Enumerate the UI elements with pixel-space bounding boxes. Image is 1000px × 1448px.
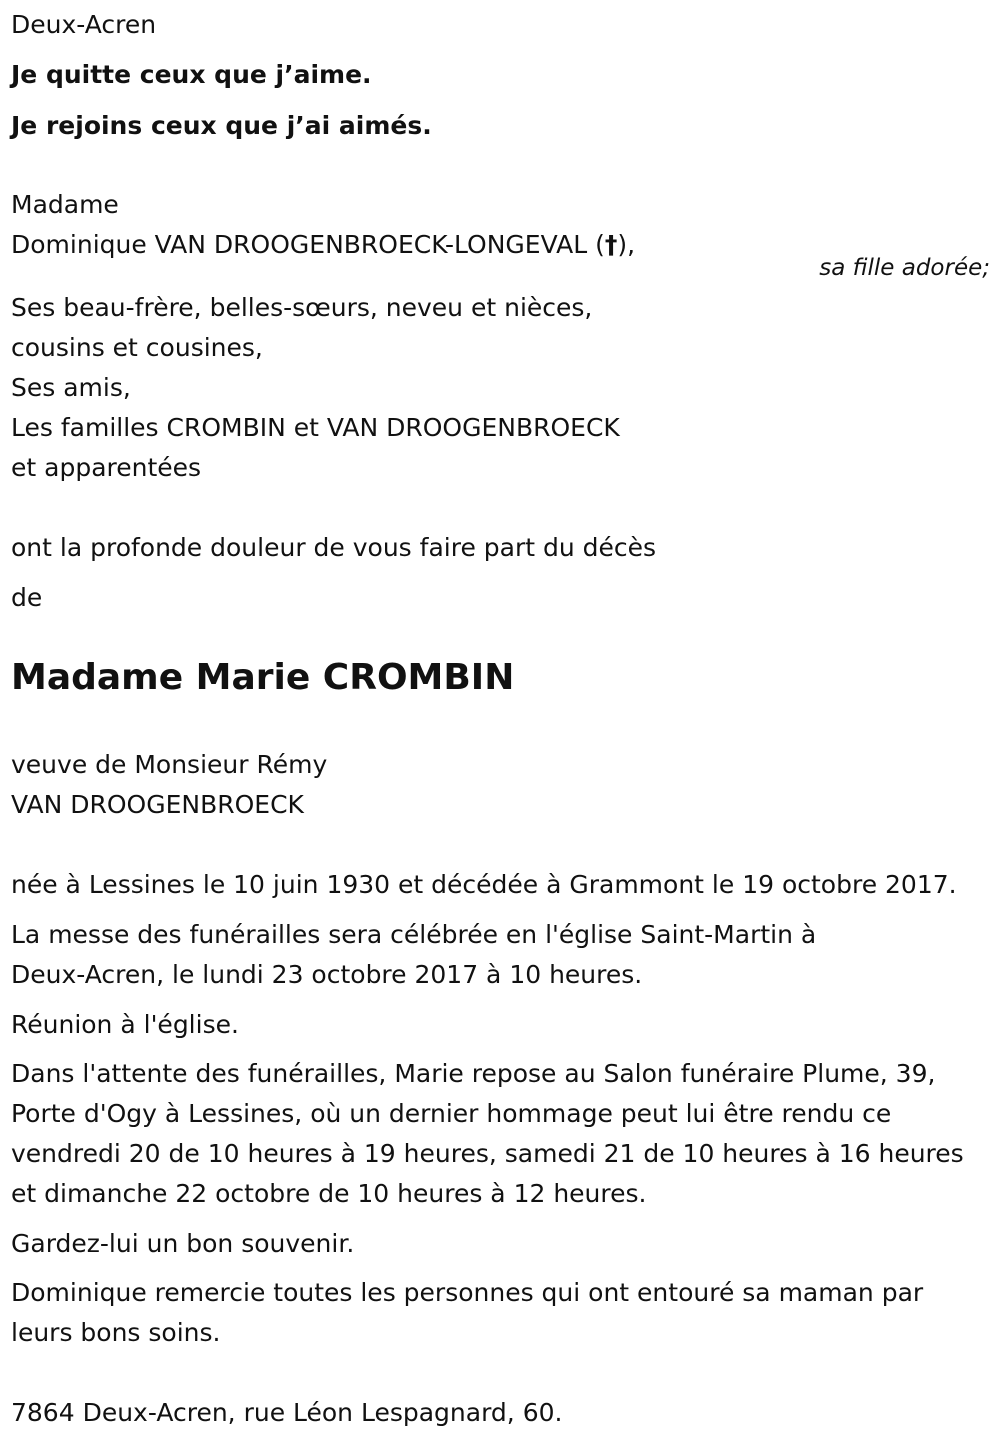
family-line: et apparentées [11, 453, 202, 482]
meeting-line: Réunion à l'église. [11, 1010, 239, 1039]
daughter-role: sa fille adorée; [819, 255, 990, 281]
thanks-line: leurs bons soins. [11, 1318, 221, 1347]
announcement-line-1: ont la profonde douleur de vous faire part du décès [11, 533, 657, 562]
remember-line: Gardez-lui un bon souvenir. [11, 1229, 355, 1258]
location-header: Deux-Acren [11, 10, 157, 39]
family-line: Ses amis, [11, 373, 131, 402]
mass-line: La messe des funérailles sera célébrée en l'église Saint-Martin à [11, 920, 817, 949]
visitation-line: vendredi 20 de 10 heures à 19 heures, samedi 21 de 10 heures à 16 heures [11, 1139, 964, 1168]
visitation-line: Dans l'attente des funérailles, Marie repose au Salon funéraire Plume, 39, [11, 1059, 936, 1088]
visitation-line: Porte d'Ogy à Lessines, où un dernier hommage peut lui être rendu ce [11, 1099, 892, 1128]
mass-line: Deux-Acren, le lundi 23 octobre 2017 à 10 heures. [11, 960, 643, 989]
announcer-title: Madame [11, 190, 119, 219]
cross-icon: † [604, 230, 618, 259]
widow-line-1: veuve de Monsieur Rémy [11, 750, 328, 779]
daughter-suffix: ), [617, 230, 636, 259]
quote-line-1: Je quitte ceux que j’aime. [11, 60, 372, 89]
family-line: Ses beau-frère, belles-sœurs, neveu et nièces, [11, 293, 593, 322]
announcer-daughter [11, 232, 635, 257]
thanks-line: Dominique remercie toutes les personnes qui ont entouré sa maman par [11, 1278, 924, 1307]
visitation-line: et dimanche 22 octobre de 10 heures à 12 heures. [11, 1179, 647, 1208]
announcement-line-2: de [11, 583, 43, 612]
address-line: 7864 Deux-Acren, rue Léon Lespagnard, 60. [11, 1398, 563, 1427]
widow-line-2: VAN DROOGENBROECK [11, 790, 304, 819]
family-line: cousins et cousines, [11, 333, 263, 362]
daughter-name: Dominique VAN DROOGENBROECK-LONGEVAL ( [11, 230, 605, 259]
quote-line-2: Je rejoins ceux que j’ai aimés. [11, 111, 432, 140]
deceased-name: Madame Marie CROMBIN [11, 657, 515, 698]
birth-death-line: née à Lessines le 10 juin 1930 et décédée à Grammont le 19 octobre 2017. [11, 870, 957, 899]
family-line: Les familles CROMBIN et VAN DROOGENBROECK [11, 413, 620, 442]
